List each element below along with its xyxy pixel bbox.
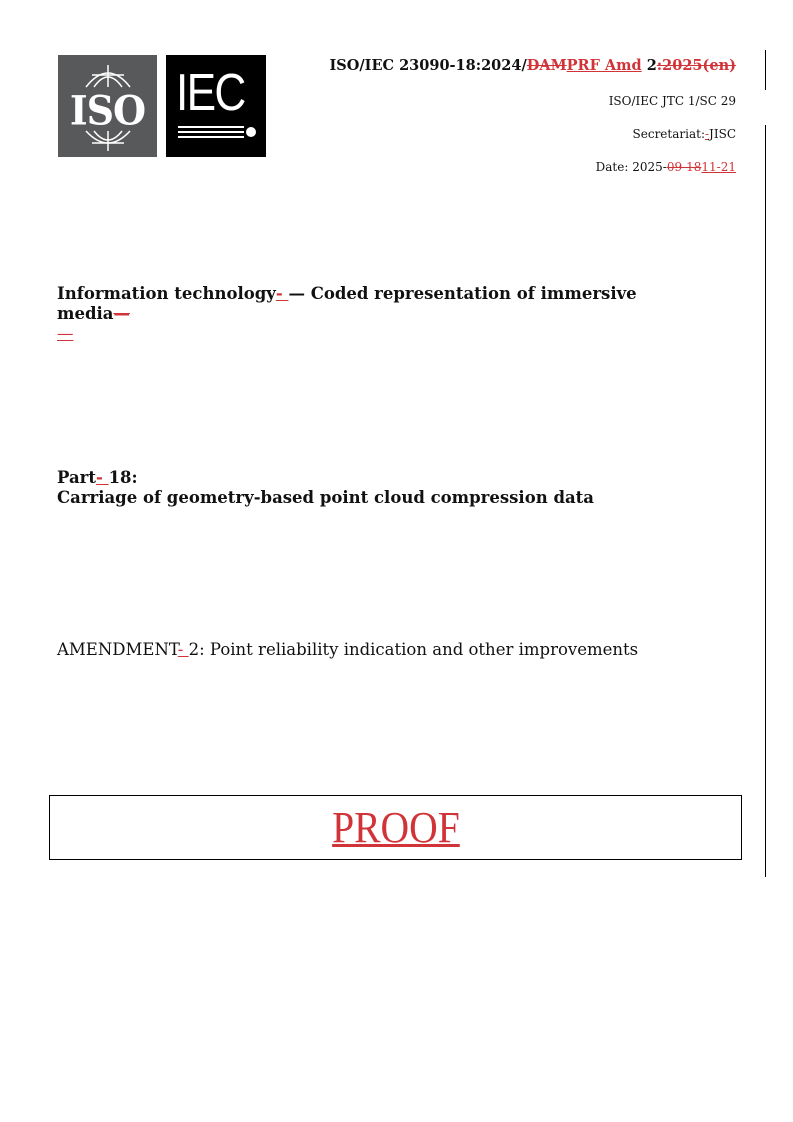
document-title: Information technology- — Coded representation of immersive media— — — [57, 284, 637, 343]
inserted-text: PRF Amd — [566, 57, 642, 74]
deleted-text: DAM — [526, 57, 567, 74]
iec-dot — [246, 127, 256, 137]
tracked-change-mark: - — [177, 640, 189, 659]
change-bar — [765, 50, 766, 90]
iec-stripe — [178, 136, 244, 138]
iec-stripe — [178, 131, 244, 133]
tracked-change-mark: - — [95, 468, 109, 487]
proof-stamp — [49, 795, 742, 860]
secretariat: Secretariat:-JISC — [632, 127, 736, 141]
change-bar — [765, 125, 766, 877]
document-designation: ISO/IEC 23090-18:2024/DAMPRF Amd 2:2025(en) — [329, 57, 736, 74]
tracked-change-mark: - — [275, 284, 289, 303]
iec-logo: IEC — [166, 55, 266, 157]
document-date: Date: 2025-09-1811-21 — [595, 160, 736, 174]
part-title: Part- 18: Carriage of geometry-based point cloud compression data — [57, 468, 594, 507]
deleted-text: :2025(en) — [656, 57, 736, 74]
deleted-text: 09-18 — [666, 160, 702, 174]
committee: ISO/IEC JTC 1/SC 29 — [608, 94, 736, 108]
amendment-title: AMENDMENT- 2: Point reliability indication and other improvements — [57, 640, 639, 659]
iso-logo: ISO — [58, 55, 157, 157]
inserted-text: — — [57, 324, 74, 343]
proof-label: PROOF — [331, 803, 460, 852]
deleted-text: - — [704, 127, 710, 141]
deleted-text: — — [113, 304, 130, 323]
inserted-text: 11-21 — [701, 160, 736, 174]
iec-stripe — [178, 126, 244, 128]
